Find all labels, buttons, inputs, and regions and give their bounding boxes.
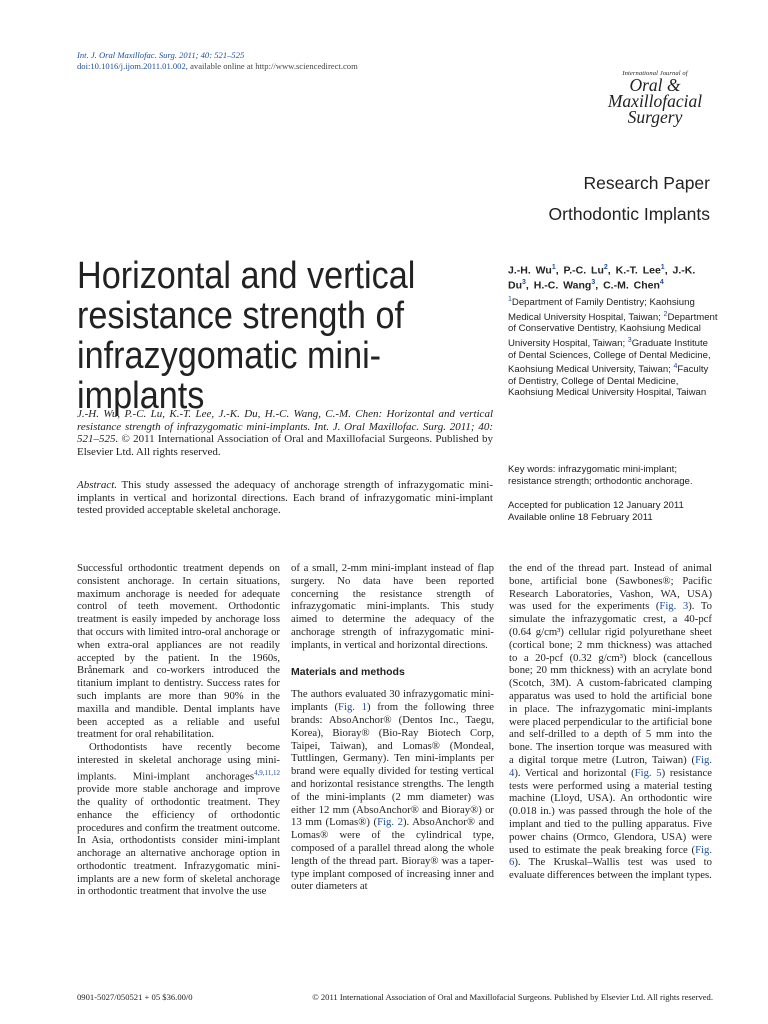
keywords: Key words: infrazygomatic mini-implant; resistance strength; orthodontic anchorage.	[508, 464, 693, 487]
journal-logo-line3: Surgery	[627, 107, 683, 127]
body-paragraph: The authors evaluated 30 infrazygomatic mini-implants (Fig. 1) from the following three brands: AbsoAnchor® (Dentos Inc., Taegu, Korea), Bioray® (Bio-Ray Biotech Corp, Taipei, Taiwan), and Lomas® (Mondeal, Tuttlingen, Germany). Ten mini-implants per brand were equally divided for testing vertical and horizontal resistance strengths. The length of the mini-implants (2 mm diameter) was either 12 mm (AbsoAnchor® and Bioray®) or 13 mm (Lomas®) (Fig. 2). AbsoAnchor® and Lomas® were of the cylindrical type, composed of a parallel thread along the whole length of the thread part. Bioray® was a taper-type implant composed of increasing inner and outer diameters at	[291, 688, 494, 893]
body-column-3	[509, 562, 712, 882]
abstract-label: Abstract.	[77, 479, 118, 491]
abstract-text: This study assessed the adequacy of anchorage strength of infrazygomatic mini-implants in vertical and horizontal directions. Each brand of infrazygomatic mini-implant tested provided acceptable skeletal anchorage.	[77, 479, 493, 517]
availability-text: available online at http://www.sciencedirect.com	[187, 61, 358, 71]
body-column-2	[291, 562, 494, 893]
citation-italic: J.-H. Wu, P.-C. Lu, K.-T. Lee, J.-K. Du, H.-C. Wang, C.-M. Chen: Horizontal and vertical resistance strength of infrazygomatic mini-implants. Int. J. Oral Maxillofac. Surg. 2011; 40: 521–525.	[77, 408, 493, 446]
citation-rest: © 2011 International Association of Oral and Maxillofacial Surgeons. Published by Elsevier Ltd. All rights reserved.	[77, 433, 493, 458]
reference-link[interactable]: 4,9,11,12	[254, 768, 280, 777]
body-column-1	[77, 562, 280, 898]
journal-logo	[600, 70, 710, 125]
doi-link[interactable]: doi:10.1016/j.ijom.2011.01.002,	[77, 61, 188, 71]
body-paragraph: Orthodontists have recently become interested in skeletal anchorage using mini-implants. Mini-implant anchorages$^{4,9,11,12}$ provide more stable anchorage and improve the quality of orthodontic treatment. They enhance the efficiency of orthodontic procedures and confirm the treatment outcome. In Asia, orthodontists consider mini-implant anchorage an alternative anchorage option in orthodontic treatment. Infrazygomatic mini-implants are a new form of skeletal anchorage in orthodontic treatment that involve the use	[77, 741, 280, 898]
paper-type	[549, 168, 710, 230]
author-names: J.-H. Wu$^1$, P.-C. Lu$^2$, K.-T. Lee$^1$, J.-K. Du$^3$, H.-C. Wang$^3$, C.-M. Chen$^4$	[508, 264, 696, 292]
affiliations: $^1$Department of Family Dentistry; Kaohsiung Medical University Hospital, Taiwan; $^2$Department of Conservative Dentistry, Kaohsiung Medical University Hospital, Taiwan; $^3$Graduate Institute of Dental Sciences, College of Dental Medicine, Kaohsiung Medical University, Taiwan; $^4$Faculty of Dentistry, College of Dental Medicine, Kaohsiung Medical University Hospital, Taiwan	[508, 296, 718, 399]
footer-copyright: © 2011 International Association of Oral and Maxillofacial Surgeons. Published by Elsevier Ltd. All rights reserved.	[312, 992, 713, 1002]
body-paragraph: of a small, 2-mm mini-implant instead of flap surgery. No data have been reported concerning the resistance strength of infrazygomatic mini-implants. This study aimed to determine the adequacy of the anchorage strength of infrazygomatic mini-implants, in vertical and horizontal directions.	[291, 562, 494, 651]
title-line-2: resistance strength of	[77, 295, 404, 337]
body-paragraph: the end of the thread part. Instead of animal bone, artificial bone (Sawbones®; Pacific Research Laboratories, Vashon, WA, USA) was used for the experiments (Fig. 3). To simulate the infrazygomatic crest, a 40-pcf (0.64 g/cm³) cellular rigid polyurethane sheet (cortical bone; 2 mm thickness) was attached to a 20-pcf (0.32 g/cm³) block (cancellous bone; 20 mm thickness) with an acrylate bond (Scotch, 3M). A custom-fabricated clamping apparatus was used to hold the artificial bone in place. The infrazygomatic mini-implants were placed perpendicular to the artificial bone and self-drilled to a depth of 5 mm into the bone. The insertion torque was measured with a digital torque metre (Lutron, Taiwan) (Fig. 4). Vertical and horizontal (Fig. 5) resistance tests were performed using a material testing machine (Lloyd, USA). An orthodontic wire (0.018 in.) was passed through the hole of the implant and tied to the pulling apparatus. Five power chains (Ormco, Glendora, USA) were used to estimate the peak breaking force (Fig. 6). The Kruskal–Wallis test was used to evaluate differences between the implant types.	[509, 562, 712, 882]
figure-link[interactable]: Fig. 6	[509, 843, 712, 869]
body-paragraph: Successful orthodontic treatment depends on consistent anchorage. In certain situations, maximum anchorage is needed for adequate control of teeth movement. Orthodontic treatment is easily impeded by anchorage loss that occurs with limited intro-oral anchorage or when extra-oral appliances are not readily accepted by the patient. In the 1960s, Brånemark and co-workers introduced the titanium implant to dentistry. Success rates for such implants are more than 90% in the maxilla and mandible. Dental implants have been accepted as a reliable and useful treatment for oral rehabilitation.	[77, 562, 280, 741]
footer-code: 0901-5027/050521 + 05 $36.00/0	[77, 992, 193, 1002]
doi-line	[77, 61, 358, 72]
article-title	[77, 256, 455, 416]
section-heading: Materials and methods	[291, 665, 405, 678]
paper-section-label: Orthodontic Implants	[548, 204, 710, 224]
figure-link[interactable]: Fig. 3	[659, 600, 689, 613]
title-line-1: Horizontal and vertical	[77, 255, 416, 297]
publication-dates	[508, 500, 718, 524]
journal-logo-small: International Journal of	[622, 70, 688, 77]
paper-type-label: Research Paper	[583, 173, 710, 193]
online-date: Available online 18 February 2011	[508, 512, 653, 523]
accepted-date: Accepted for publication 12 January 2011	[508, 500, 684, 511]
abstract	[77, 479, 493, 517]
citation-paragraph	[77, 408, 493, 458]
citation-line: Int. J. Oral Maxillofac. Surg. 2011; 40: 521–525	[77, 50, 245, 60]
figure-link[interactable]: Fig. 5	[634, 766, 662, 779]
journal-logo-line2: Maxillofacial	[607, 91, 703, 111]
author-block	[508, 262, 718, 399]
title-line-3: infrazygomatic mini-implants	[77, 335, 382, 417]
figure-link[interactable]: Fig. 1	[338, 701, 367, 714]
figure-link[interactable]: Fig. 2	[377, 816, 403, 829]
figure-link[interactable]: Fig. 4	[509, 753, 712, 779]
journal-logo-line1: Oral &	[629, 75, 681, 95]
journal-citation	[77, 50, 358, 72]
